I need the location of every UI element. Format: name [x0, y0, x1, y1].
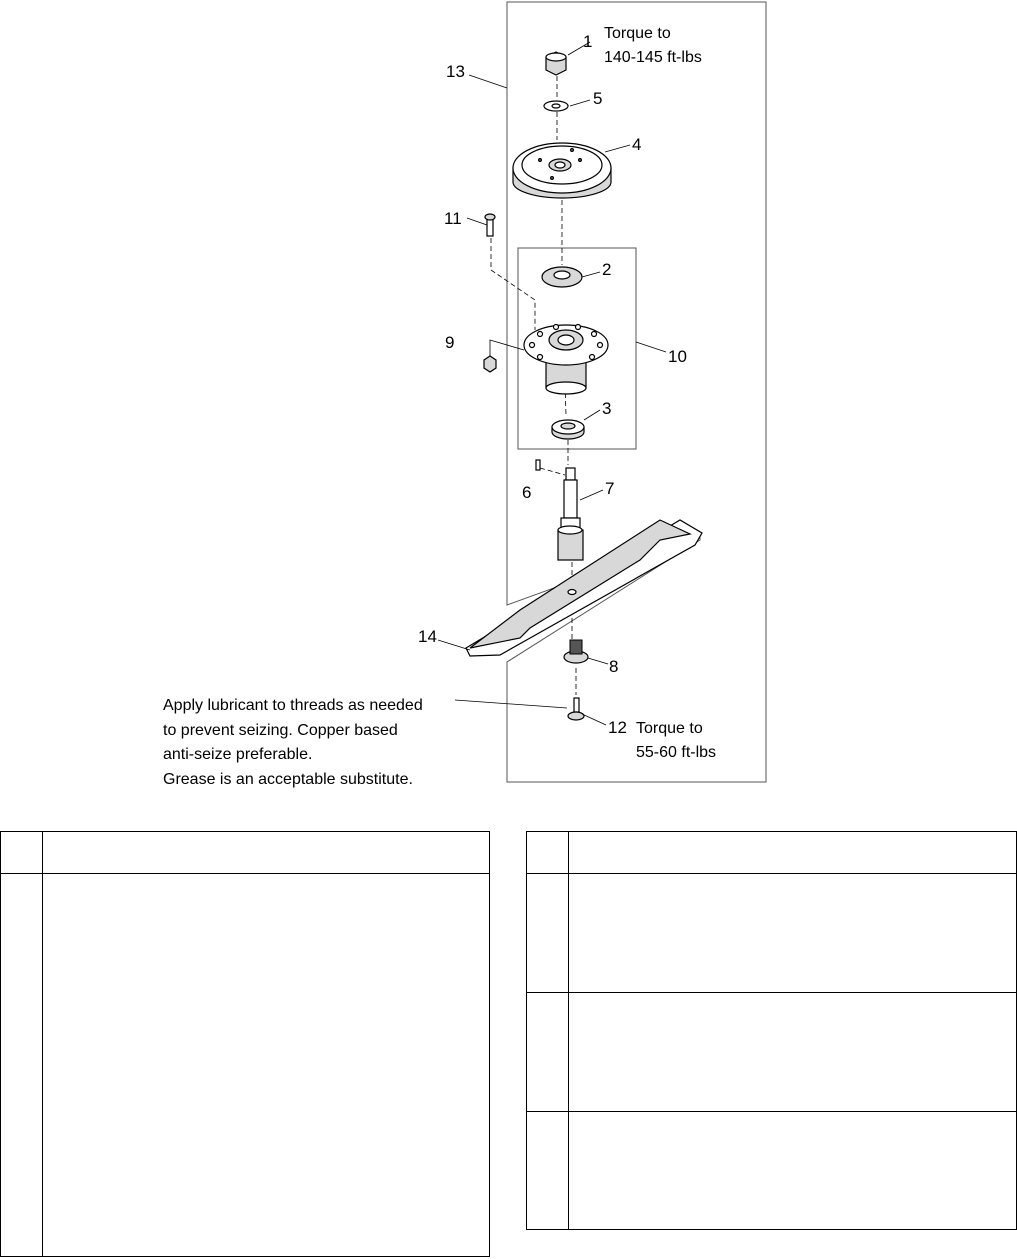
spindle-housing-part [524, 325, 608, 395]
description-cell [569, 874, 1017, 993]
callout-2: 2 [602, 260, 612, 279]
torque-note-top-line2: 140-145 ft-lbs [604, 49, 702, 66]
table-row [527, 874, 1017, 993]
lubricant-note-line2: to prevent seizing. Copper based [163, 722, 398, 739]
callout-10: 10 [668, 347, 687, 366]
pulley-part [513, 143, 611, 198]
header-description-cell [569, 832, 1017, 874]
torque-note-bottom-line2: 55-60 ft-lbs [636, 744, 717, 761]
lubricant-note-line3: anti-seize preferable. [163, 746, 313, 763]
ref-cell [527, 993, 569, 1112]
ref-cell [1, 874, 43, 1257]
description-cell [43, 874, 490, 1257]
top-bearing-part [542, 267, 582, 287]
callout-14: 14 [418, 627, 437, 646]
callout-3: 3 [602, 399, 612, 418]
callout-12: 12 [608, 718, 627, 737]
table-row [527, 1112, 1017, 1230]
callout-1: 1 [583, 32, 593, 51]
washer-part [544, 101, 568, 111]
spindle-shaft-part [558, 468, 583, 560]
header-ref-cell [1, 832, 43, 874]
callout-13: 13 [446, 62, 465, 81]
torque-note-top-line1: Torque to [604, 25, 671, 42]
parts-table-left [0, 831, 490, 1257]
ref-cell [527, 874, 569, 993]
blade-bolt-part [568, 698, 584, 720]
blade-hub-part [564, 640, 588, 663]
table-header-row [1, 832, 490, 874]
callout-8: 8 [609, 657, 619, 676]
callout-9: 9 [445, 333, 455, 352]
callout-6: 6 [522, 483, 532, 502]
lubricant-note-line4: Grease is an acceptable substitute. [163, 771, 413, 788]
locknut-part [484, 356, 496, 372]
table-row [527, 993, 1017, 1112]
callout-11: 11 [444, 209, 462, 228]
table-header-row [527, 832, 1017, 874]
torque-note-bottom-line1: Torque to [636, 720, 703, 737]
bottom-bearing-part [552, 420, 584, 439]
lubricant-note-line1: Apply lubricant to threads as needed [163, 697, 423, 714]
description-cell [569, 993, 1017, 1112]
description-cell [569, 1112, 1017, 1230]
callout-5: 5 [593, 89, 603, 108]
parts-table-right [526, 831, 1017, 1230]
blade-part [466, 520, 702, 656]
callout-7: 7 [605, 479, 615, 498]
key-part [536, 460, 540, 470]
ref-cell [527, 1112, 569, 1230]
callout-4: 4 [632, 135, 642, 154]
nut-part [546, 52, 566, 75]
table-row [1, 874, 490, 1257]
header-ref-cell [527, 832, 569, 874]
header-description-cell [43, 832, 490, 874]
